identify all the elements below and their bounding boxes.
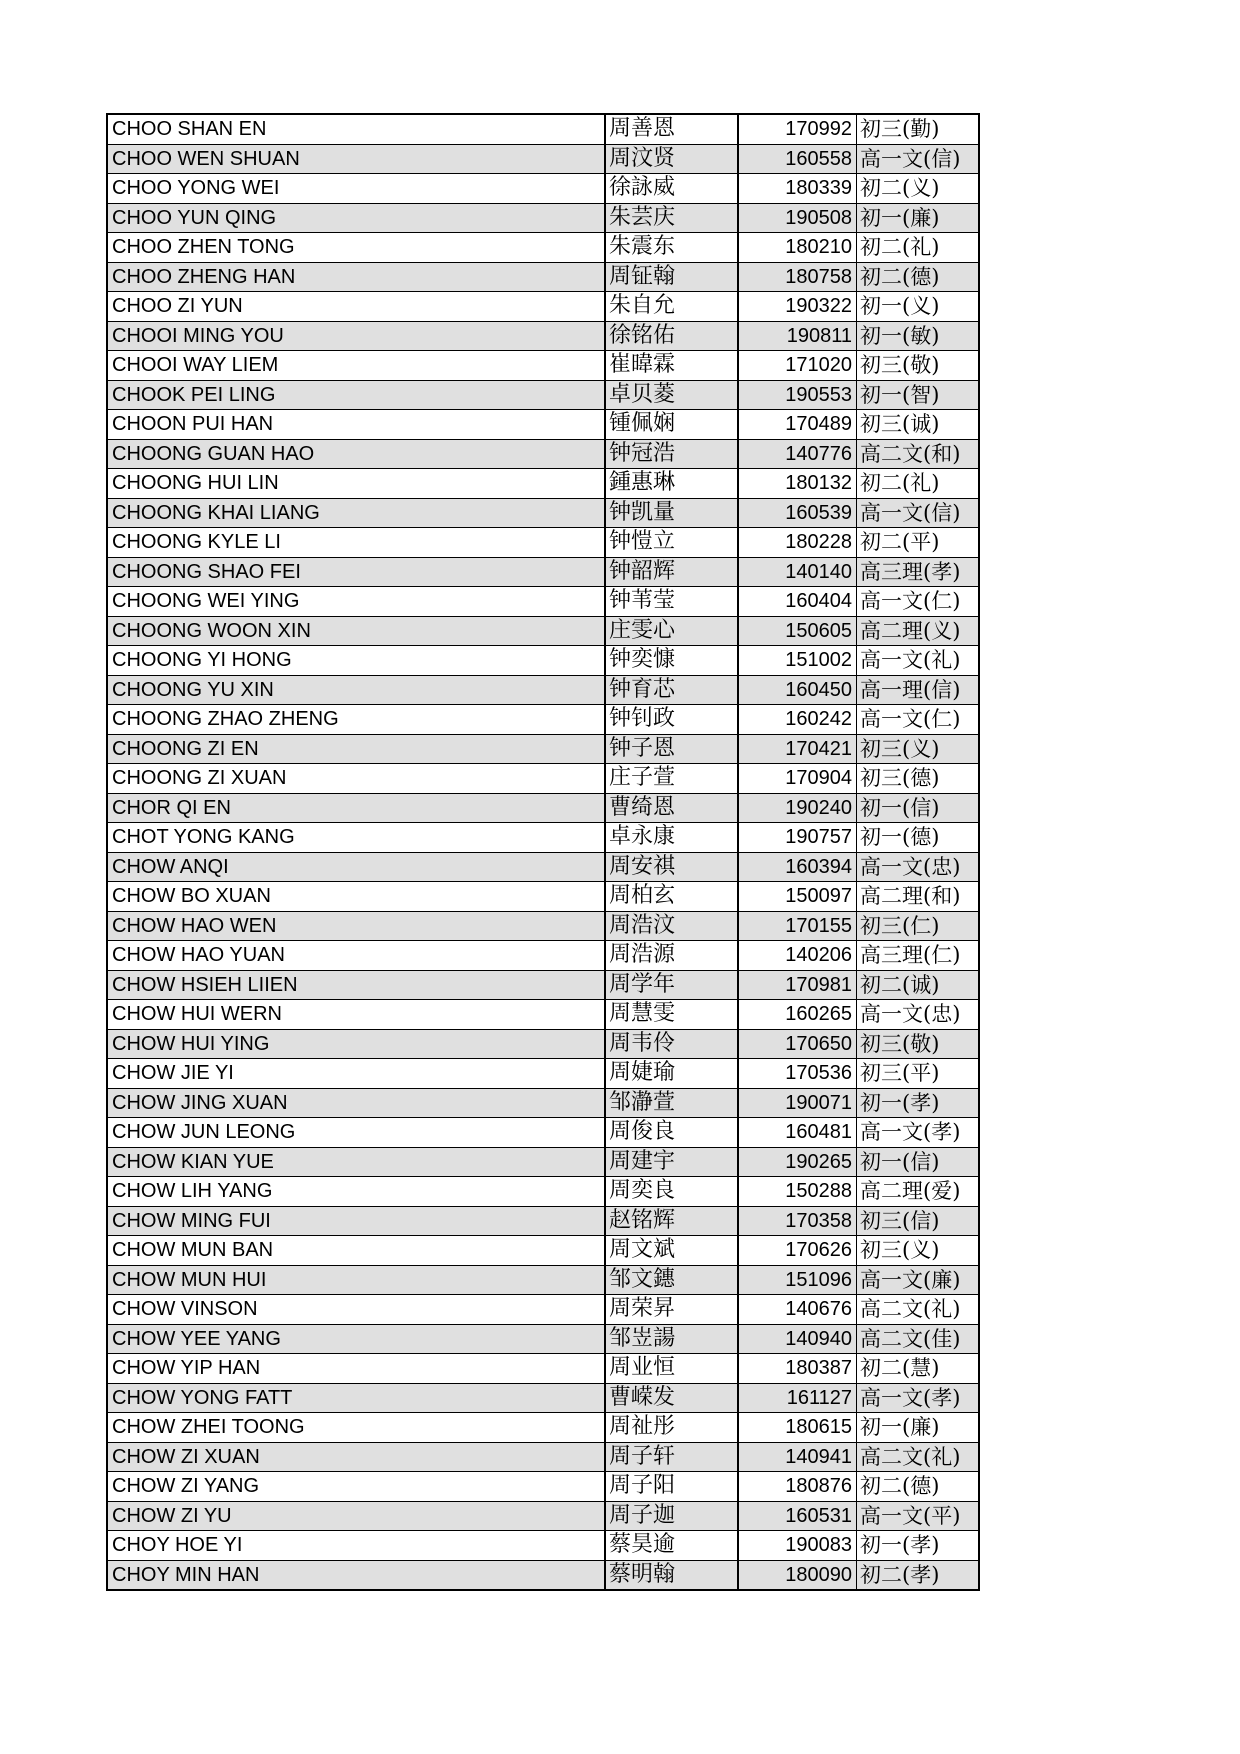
chinese-name-cell: 周建宇 — [605, 1147, 738, 1177]
student-id-cell: 170421 — [738, 734, 857, 764]
student-name-cell: CHOW LIH YANG — [107, 1177, 605, 1207]
chinese-name-cell: 钟苇莹 — [605, 587, 738, 617]
table-row — [107, 321, 979, 351]
table-row — [107, 380, 979, 410]
student-name-cell: CHOW KIAN YUE — [107, 1147, 605, 1177]
table-row — [107, 114, 979, 144]
class-cell: 初三(信) — [857, 1206, 980, 1236]
table-row — [107, 587, 979, 617]
student-id-cell: 140676 — [738, 1295, 857, 1325]
student-id-cell: 151002 — [738, 646, 857, 676]
student-name-cell: CHOW ZHEI TOONG — [107, 1413, 605, 1443]
student-id-cell: 140941 — [738, 1442, 857, 1472]
student-id-cell: 150288 — [738, 1177, 857, 1207]
student-id-cell: 160394 — [738, 852, 857, 882]
chinese-name-cell: 鍾惠琳 — [605, 469, 738, 499]
chinese-name-cell: 庄子萱 — [605, 764, 738, 794]
class-cell: 高二理(义) — [857, 616, 980, 646]
table-row — [107, 675, 979, 705]
chinese-name-cell: 周俊良 — [605, 1118, 738, 1148]
student-id-cell: 190811 — [738, 321, 857, 351]
student-name-cell: CHOONG ZHAO ZHENG — [107, 705, 605, 735]
student-id-cell: 190757 — [738, 823, 857, 853]
table-row — [107, 1354, 979, 1384]
class-cell: 高一文(信) — [857, 498, 980, 528]
class-cell: 高二理(爱) — [857, 1177, 980, 1207]
student-name-cell: CHOW MUN BAN — [107, 1236, 605, 1266]
table-row — [107, 174, 979, 204]
chinese-name-cell: 蔡明翰 — [605, 1560, 738, 1590]
student-id-cell: 180387 — [738, 1354, 857, 1384]
table-row — [107, 616, 979, 646]
class-cell: 高一文(孝) — [857, 1383, 980, 1413]
student-name-cell: CHOW BO XUAN — [107, 882, 605, 912]
table-row — [107, 705, 979, 735]
chinese-name-cell: 锺佩娴 — [605, 410, 738, 440]
student-name-cell: CHOO SHAN EN — [107, 114, 605, 144]
chinese-name-cell: 钟钊政 — [605, 705, 738, 735]
student-name-cell: CHOOI WAY LIEM — [107, 351, 605, 381]
chinese-name-cell: 周浩汶 — [605, 911, 738, 941]
chinese-name-cell: 蔡昊逾 — [605, 1531, 738, 1561]
chinese-name-cell: 曹绮恩 — [605, 793, 738, 823]
class-cell: 初二(诚) — [857, 970, 980, 1000]
table-row — [107, 439, 979, 469]
class-cell: 初一(廉) — [857, 1413, 980, 1443]
student-id-cell: 170626 — [738, 1236, 857, 1266]
student-name-cell: CHOW ZI YU — [107, 1501, 605, 1531]
student-table — [106, 113, 980, 1591]
class-cell: 高一文(忠) — [857, 852, 980, 882]
student-name-cell: CHOONG YI HONG — [107, 646, 605, 676]
student-id-cell: 180339 — [738, 174, 857, 204]
class-cell: 初三(仁) — [857, 911, 980, 941]
class-cell: 高一理(信) — [857, 675, 980, 705]
chinese-name-cell: 周祉彤 — [605, 1413, 738, 1443]
student-id-cell: 160450 — [738, 675, 857, 705]
chinese-name-cell: 钟奕慷 — [605, 646, 738, 676]
student-id-cell: 190553 — [738, 380, 857, 410]
table-row — [107, 941, 979, 971]
class-cell: 高一文(孝) — [857, 1118, 980, 1148]
chinese-name-cell: 徐铭佑 — [605, 321, 738, 351]
table-row — [107, 528, 979, 558]
student-id-cell: 170536 — [738, 1059, 857, 1089]
chinese-name-cell: 周浩源 — [605, 941, 738, 971]
student-name-cell: CHOONG HUI LIN — [107, 469, 605, 499]
student-id-cell: 160531 — [738, 1501, 857, 1531]
student-id-cell: 180210 — [738, 233, 857, 263]
student-name-cell: CHOW HAO WEN — [107, 911, 605, 941]
chinese-name-cell: 赵铭辉 — [605, 1206, 738, 1236]
class-cell: 高二理(和) — [857, 882, 980, 912]
table-row — [107, 1472, 979, 1502]
student-name-cell: CHOR QI EN — [107, 793, 605, 823]
student-table-body — [107, 114, 979, 1590]
class-cell: 初二(德) — [857, 262, 980, 292]
student-name-cell: CHOW JUN LEONG — [107, 1118, 605, 1148]
student-name-cell: CHOW YONG FATT — [107, 1383, 605, 1413]
chinese-name-cell: 周慧雯 — [605, 1000, 738, 1030]
chinese-name-cell: 周韦伶 — [605, 1029, 738, 1059]
table-row — [107, 1531, 979, 1561]
student-id-cell: 170155 — [738, 911, 857, 941]
student-id-cell: 170981 — [738, 970, 857, 1000]
student-id-cell: 190265 — [738, 1147, 857, 1177]
class-cell: 高一文(忠) — [857, 1000, 980, 1030]
table-row — [107, 1324, 979, 1354]
student-name-cell: CHOW JING XUAN — [107, 1088, 605, 1118]
table-row — [107, 1383, 979, 1413]
student-id-cell: 170489 — [738, 410, 857, 440]
student-name-cell: CHOW JIE YI — [107, 1059, 605, 1089]
chinese-name-cell: 邹文鏸 — [605, 1265, 738, 1295]
student-name-cell: CHOT YONG KANG — [107, 823, 605, 853]
class-cell: 高一文(仁) — [857, 587, 980, 617]
class-cell: 初三(义) — [857, 734, 980, 764]
class-cell: 初一(孝) — [857, 1088, 980, 1118]
student-id-cell: 190240 — [738, 793, 857, 823]
student-id-cell: 160404 — [738, 587, 857, 617]
student-name-cell: CHOO ZHEN TONG — [107, 233, 605, 263]
student-id-cell: 140206 — [738, 941, 857, 971]
class-cell: 初三(义) — [857, 1236, 980, 1266]
table-row — [107, 233, 979, 263]
chinese-name-cell: 周善恩 — [605, 114, 738, 144]
class-cell: 初一(信) — [857, 793, 980, 823]
chinese-name-cell: 周学年 — [605, 970, 738, 1000]
student-name-cell: CHOONG ZI EN — [107, 734, 605, 764]
chinese-name-cell: 周柏玄 — [605, 882, 738, 912]
student-name-cell: CHOONG KHAI LIANG — [107, 498, 605, 528]
student-name-cell: CHOO YUN QING — [107, 203, 605, 233]
student-name-cell: CHOOK PEI LING — [107, 380, 605, 410]
student-name-cell: CHOW ANQI — [107, 852, 605, 882]
class-cell: 初二(慧) — [857, 1354, 980, 1384]
chinese-name-cell: 周汶贤 — [605, 144, 738, 174]
table-row — [107, 1206, 979, 1236]
class-cell: 初一(德) — [857, 823, 980, 853]
student-id-cell: 170904 — [738, 764, 857, 794]
student-name-cell: CHOONG WEI YING — [107, 587, 605, 617]
class-cell: 初三(德) — [857, 764, 980, 794]
student-name-cell: CHOW YIP HAN — [107, 1354, 605, 1384]
class-cell: 初二(义) — [857, 174, 980, 204]
student-name-cell: CHOW YEE YANG — [107, 1324, 605, 1354]
student-name-cell: CHOW VINSON — [107, 1295, 605, 1325]
student-name-cell: CHOW HSIEH LIIEN — [107, 970, 605, 1000]
student-id-cell: 140940 — [738, 1324, 857, 1354]
student-name-cell: CHOY HOE YI — [107, 1531, 605, 1561]
chinese-name-cell: 钟子恩 — [605, 734, 738, 764]
student-id-cell: 160481 — [738, 1118, 857, 1148]
class-cell: 高一文(廉) — [857, 1265, 980, 1295]
table-row — [107, 203, 979, 233]
student-id-cell: 140140 — [738, 557, 857, 587]
student-id-cell: 190083 — [738, 1531, 857, 1561]
table-row — [107, 1029, 979, 1059]
table-row — [107, 1000, 979, 1030]
class-cell: 初三(勤) — [857, 114, 980, 144]
student-name-cell: CHOW HAO YUAN — [107, 941, 605, 971]
student-id-cell: 160265 — [738, 1000, 857, 1030]
student-id-cell: 170358 — [738, 1206, 857, 1236]
chinese-name-cell: 曹嵘发 — [605, 1383, 738, 1413]
table-row — [107, 823, 979, 853]
class-cell: 初二(平) — [857, 528, 980, 558]
table-row — [107, 292, 979, 322]
class-cell: 初二(德) — [857, 1472, 980, 1502]
table-row — [107, 469, 979, 499]
table-row — [107, 262, 979, 292]
table-row — [107, 793, 979, 823]
class-cell: 初二(礼) — [857, 233, 980, 263]
chinese-name-cell: 钟凯量 — [605, 498, 738, 528]
class-cell: 高一文(平) — [857, 1501, 980, 1531]
student-name-cell: CHOO WEN SHUAN — [107, 144, 605, 174]
table-row — [107, 1177, 979, 1207]
student-id-cell: 161127 — [738, 1383, 857, 1413]
chinese-name-cell: 邹岦諹 — [605, 1324, 738, 1354]
chinese-name-cell: 周婕瑜 — [605, 1059, 738, 1089]
chinese-name-cell: 周子迦 — [605, 1501, 738, 1531]
chinese-name-cell: 周荣昇 — [605, 1295, 738, 1325]
chinese-name-cell: 钟育芯 — [605, 675, 738, 705]
table-row — [107, 498, 979, 528]
student-name-cell: CHOONG KYLE LI — [107, 528, 605, 558]
class-cell: 初一(廉) — [857, 203, 980, 233]
table-row — [107, 1147, 979, 1177]
student-id-cell: 160539 — [738, 498, 857, 528]
student-name-cell: CHOW MING FUI — [107, 1206, 605, 1236]
student-name-cell: CHOONG ZI XUAN — [107, 764, 605, 794]
table-row — [107, 734, 979, 764]
class-cell: 高二文(佳) — [857, 1324, 980, 1354]
chinese-name-cell: 周业恒 — [605, 1354, 738, 1384]
class-cell: 高一文(礼) — [857, 646, 980, 676]
student-name-cell: CHOW HUI WERN — [107, 1000, 605, 1030]
student-name-cell: CHOW MUN HUI — [107, 1265, 605, 1295]
table-row — [107, 646, 979, 676]
student-id-cell: 151096 — [738, 1265, 857, 1295]
table-row — [107, 1501, 979, 1531]
student-id-cell: 180758 — [738, 262, 857, 292]
table-row — [107, 1118, 979, 1148]
student-name-cell: CHOO ZHENG HAN — [107, 262, 605, 292]
class-cell: 高一文(信) — [857, 144, 980, 174]
student-id-cell: 170992 — [738, 114, 857, 144]
class-cell: 高二文(礼) — [857, 1295, 980, 1325]
chinese-name-cell: 周钲翰 — [605, 262, 738, 292]
student-id-cell: 170650 — [738, 1029, 857, 1059]
student-id-cell: 160242 — [738, 705, 857, 735]
student-id-cell: 190322 — [738, 292, 857, 322]
student-id-cell: 180228 — [738, 528, 857, 558]
table-row — [107, 852, 979, 882]
student-name-cell: CHOONG SHAO FEI — [107, 557, 605, 587]
chinese-name-cell: 徐詠威 — [605, 174, 738, 204]
chinese-name-cell: 周安祺 — [605, 852, 738, 882]
table-row — [107, 764, 979, 794]
student-name-cell: CHOONG YU XIN — [107, 675, 605, 705]
student-id-cell: 150605 — [738, 616, 857, 646]
chinese-name-cell: 钟韶辉 — [605, 557, 738, 587]
student-name-cell: CHOONG WOON XIN — [107, 616, 605, 646]
student-name-cell: CHOY MIN HAN — [107, 1560, 605, 1590]
class-cell: 初三(敬) — [857, 351, 980, 381]
student-id-cell: 171020 — [738, 351, 857, 381]
table-row — [107, 144, 979, 174]
chinese-name-cell: 周子轩 — [605, 1442, 738, 1472]
table-row — [107, 970, 979, 1000]
class-cell: 初一(孝) — [857, 1531, 980, 1561]
chinese-name-cell: 周文斌 — [605, 1236, 738, 1266]
student-id-cell: 180132 — [738, 469, 857, 499]
chinese-name-cell: 庄雯心 — [605, 616, 738, 646]
table-row — [107, 410, 979, 440]
class-cell: 初一(义) — [857, 292, 980, 322]
student-id-cell: 160558 — [738, 144, 857, 174]
table-row — [107, 351, 979, 381]
student-name-cell: CHOW ZI YANG — [107, 1472, 605, 1502]
class-cell: 高三理(孝) — [857, 557, 980, 587]
table-row — [107, 1059, 979, 1089]
chinese-name-cell: 周奕良 — [605, 1177, 738, 1207]
class-cell: 初二(礼) — [857, 469, 980, 499]
chinese-name-cell: 崔暐霖 — [605, 351, 738, 381]
student-name-cell: CHOOI MING YOU — [107, 321, 605, 351]
chinese-name-cell: 卓永康 — [605, 823, 738, 853]
chinese-name-cell: 邹瀞萱 — [605, 1088, 738, 1118]
table-row — [107, 1413, 979, 1443]
student-name-cell: CHOON PUI HAN — [107, 410, 605, 440]
class-cell: 高三理(仁) — [857, 941, 980, 971]
class-cell: 高二文(礼) — [857, 1442, 980, 1472]
table-row — [107, 911, 979, 941]
chinese-name-cell: 卓贝菱 — [605, 380, 738, 410]
class-cell: 初一(敏) — [857, 321, 980, 351]
class-cell: 初一(智) — [857, 380, 980, 410]
chinese-name-cell: 朱震东 — [605, 233, 738, 263]
student-name-cell: CHOO YONG WEI — [107, 174, 605, 204]
class-cell: 高二文(和) — [857, 439, 980, 469]
class-cell: 初三(平) — [857, 1059, 980, 1089]
class-cell: 高一文(仁) — [857, 705, 980, 735]
class-cell: 初三(诚) — [857, 410, 980, 440]
student-id-cell: 190071 — [738, 1088, 857, 1118]
student-name-cell: CHOW ZI XUAN — [107, 1442, 605, 1472]
table-row — [107, 882, 979, 912]
class-cell: 初二(孝) — [857, 1560, 980, 1590]
student-id-cell: 150097 — [738, 882, 857, 912]
table-row — [107, 1236, 979, 1266]
student-name-cell: CHOW HUI YING — [107, 1029, 605, 1059]
student-id-cell: 190508 — [738, 203, 857, 233]
chinese-name-cell: 周子阳 — [605, 1472, 738, 1502]
student-id-cell: 140776 — [738, 439, 857, 469]
student-id-cell: 180090 — [738, 1560, 857, 1590]
table-row — [107, 1442, 979, 1472]
chinese-name-cell: 钟冠浩 — [605, 439, 738, 469]
class-cell: 初一(信) — [857, 1147, 980, 1177]
student-id-cell: 180876 — [738, 1472, 857, 1502]
chinese-name-cell: 钟愷立 — [605, 528, 738, 558]
student-id-cell: 180615 — [738, 1413, 857, 1443]
student-name-cell: CHOONG GUAN HAO — [107, 439, 605, 469]
chinese-name-cell: 朱自允 — [605, 292, 738, 322]
class-cell: 初三(敬) — [857, 1029, 980, 1059]
table-row — [107, 1560, 979, 1590]
table-row — [107, 1265, 979, 1295]
table-row — [107, 1088, 979, 1118]
table-row — [107, 1295, 979, 1325]
student-name-cell: CHOO ZI YUN — [107, 292, 605, 322]
chinese-name-cell: 朱芸庆 — [605, 203, 738, 233]
table-row — [107, 557, 979, 587]
